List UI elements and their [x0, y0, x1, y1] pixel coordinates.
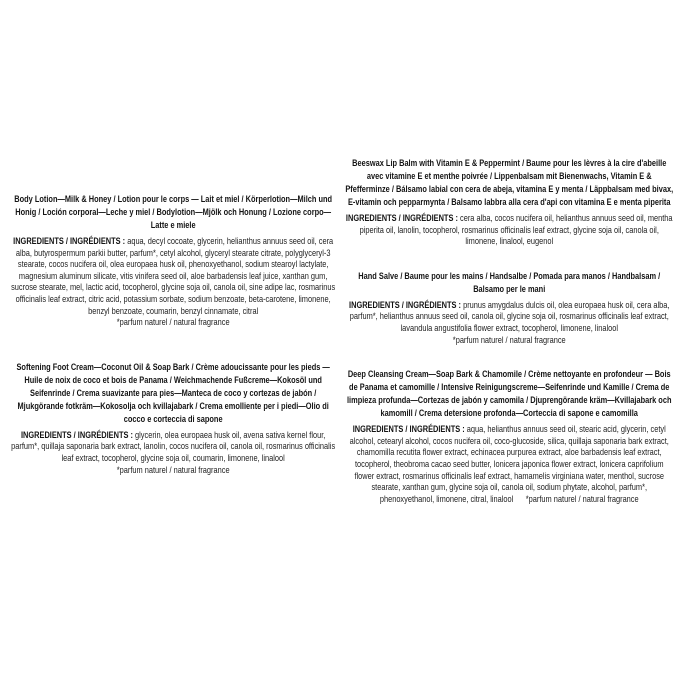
fragrance-footnote: *parfum naturel / natural fragrance: [117, 317, 230, 329]
product-title-hand-salve: Hand Salve / Baume pour les mains / Handsalbe / Pomada para manos / Handbalsam / Balsamo per le mani: [358, 270, 660, 295]
product-block-deep-cleansing-cream: [345, 368, 673, 505]
ingredients-label: INGREDIENTS / INGRÉDIENTS :: [352, 424, 465, 436]
product-title-deep-cleansing-cream: Deep Cleansing Cream—Soap Bark & Chamomile / Crème nettoyante en profondeur — Bois de Panama et camomille / Intensive Reinigungscreme—Seifenrinde und Kamille / Crema de limpieza profunda—Cortezas de jabón y camomila / Djuprengörande kräm—Kvillajabark och kamomill / Crema detersione profonda—Corteccia di sapone e camomilla: [346, 369, 672, 420]
product-block-body-lotion: [8, 193, 339, 329]
ingredients-paragraph-deep-cleansing-cream: [345, 424, 673, 505]
product-title-beeswax-lip-balm: Beeswax Lip Balm with Vitamin E & Peppermint / Baume pour les lèvres à la cire d'abeille avec vitamine E et menthe poivrée / Lippenbalsam mit Bienenwachs, Vitamin E & Pfefferminze / Bálsamo labial con cera de abeja, vitamina E y menta / Läppbalsam med bivax, E-vitamin och pepparmynta / Balsamo labbra alla cera d'api con vitamina E e menta piperita: [345, 158, 673, 208]
product-title-softening-foot-cream: Softening Foot Cream—Coconut Oil & Soap Bark / Crème adoucissante pour les pieds — Huile de noix de coco et bois de Panama / Weichmachende Fußcreme—Kokosöl und Seifenrinde / Crema suavizante para pies—Manteca de coco y cortezas de jabón / Mjukgörande fotkräm—Kokosolja och kvillajabark / Crema emolliente per i piedi—Olio di cocco e corteccia di sapone: [16, 361, 331, 425]
product-block-beeswax-lip-balm: [345, 157, 673, 248]
fragrance-footnote: *parfum naturel / natural fragrance: [452, 334, 566, 346]
product-title-body-lotion: Body Lotion—Milk & Honey / Lotion pour le corps — Lait et miel / Körperlotion—Milch und Honig / Loción corporal—Leche y miel / Bodylotion—Mjölk och Honung / Lozione corpo—Latte e miele: [14, 194, 333, 231]
right-column: [345, 157, 673, 505]
ingredients-text: aqua, helianthus annuus seed oil, stearic acid, glycerin, cetyl alcohol, cetearyl alcohol, cocos nucifera oil, coco-glucoside, silica, quillaja saponaria bark extract, chamomilla recutita flower extract, echinacea purpurea extract, aloe barbadensis leaf extract, tocopherol, theobroma cacao seed butter, lonicera japonica flower extract, lonicera caprifolium flower extract, rosmarinus officinalis leaf extract, hamamelis virginiana water, menthol, sucrose stearate, xanthan gum, glycine soja oil, canola oil, sodium phytate, alcohol, parfum*, phenoxyethanol, limonene, citral, linalool: [349, 424, 669, 505]
ingredients-paragraph-softening-foot-cream: [8, 430, 339, 465]
product-block-softening-foot-cream: [8, 361, 339, 476]
product-block-hand-salve: [345, 270, 673, 346]
fragrance-footnote-inline: *parfum naturel / natural fragrance: [525, 493, 639, 505]
ingredients-paragraph-body-lotion: [8, 236, 339, 317]
ingredients-text: prunus amygdalus dulcis oil, olea europaea husk oil, cera alba, parfum*, helianthus annuus seed oil, canola oil, glycine soja oil, rosmarinus officinalis leaf extract, lavandula angustifolia flower extract, tocopherol, limonene, linalool: [349, 299, 670, 334]
ingredients-label: INGREDIENTS / INGRÉDIENTS :: [21, 429, 134, 441]
ingredients-label: INGREDIENTS / INGRÉDIENTS :: [345, 213, 458, 224]
fragrance-footnote: *parfum naturel / natural fragrance: [117, 464, 230, 476]
ingredients-label: INGREDIENTS / INGRÉDIENTS :: [13, 236, 126, 247]
left-column: [8, 193, 339, 476]
ingredients-paragraph-beeswax-lip-balm: [345, 213, 673, 248]
ingredients-text: glycerin, olea europaea husk oil, avena sativa kernel flour, parfum*, quillaja saponaria bark extract, lanolin, cocos nucifera oil, canola oil, rosmarinus officinalis leaf extract, tocopherol, glycine soja oil, coumarin, limonene, linalool: [11, 429, 336, 464]
ingredients-label: INGREDIENTS / INGRÉDIENTS :: [348, 299, 461, 311]
ingredients-text: cera alba, cocos nucifera oil, helianthus annuus seed oil, mentha piperita oil, lanolin, tocopherol, rosmarinus officinalis leaf extract, glycine soja oil, canola oil, limonene, linalool, eugenol: [359, 213, 673, 248]
ingredients-paragraph-hand-salve: [345, 300, 673, 335]
ingredients-text: aqua, decyl cocoate, glycerin, helianthus annuus seed oil, cera alba, butyrospermum parkii butter, parfum*, cetyl alcohol, glyceryl stearate citrate, polyglyceryl-3 stearate, cocos nucifera oil, olea europaea husk oil, phenoxyethanol, sodium stearoyl lactylate, magnesium aluminum silicate, vitis vinifera seed oil, aloe barbadensis leaf juice, xanthan gum, sucrose stearate, mel, lactic acid, tocopherol, glycine soja oil, canola oil, sine adipe lac, rosmarinus officinalis leaf extract, citric acid, potassium sorbate, sodium benzoate, beta-carotene, limonene, benzyl benzoate, coumarin, benzyl cinnamate, citral: [11, 236, 336, 317]
